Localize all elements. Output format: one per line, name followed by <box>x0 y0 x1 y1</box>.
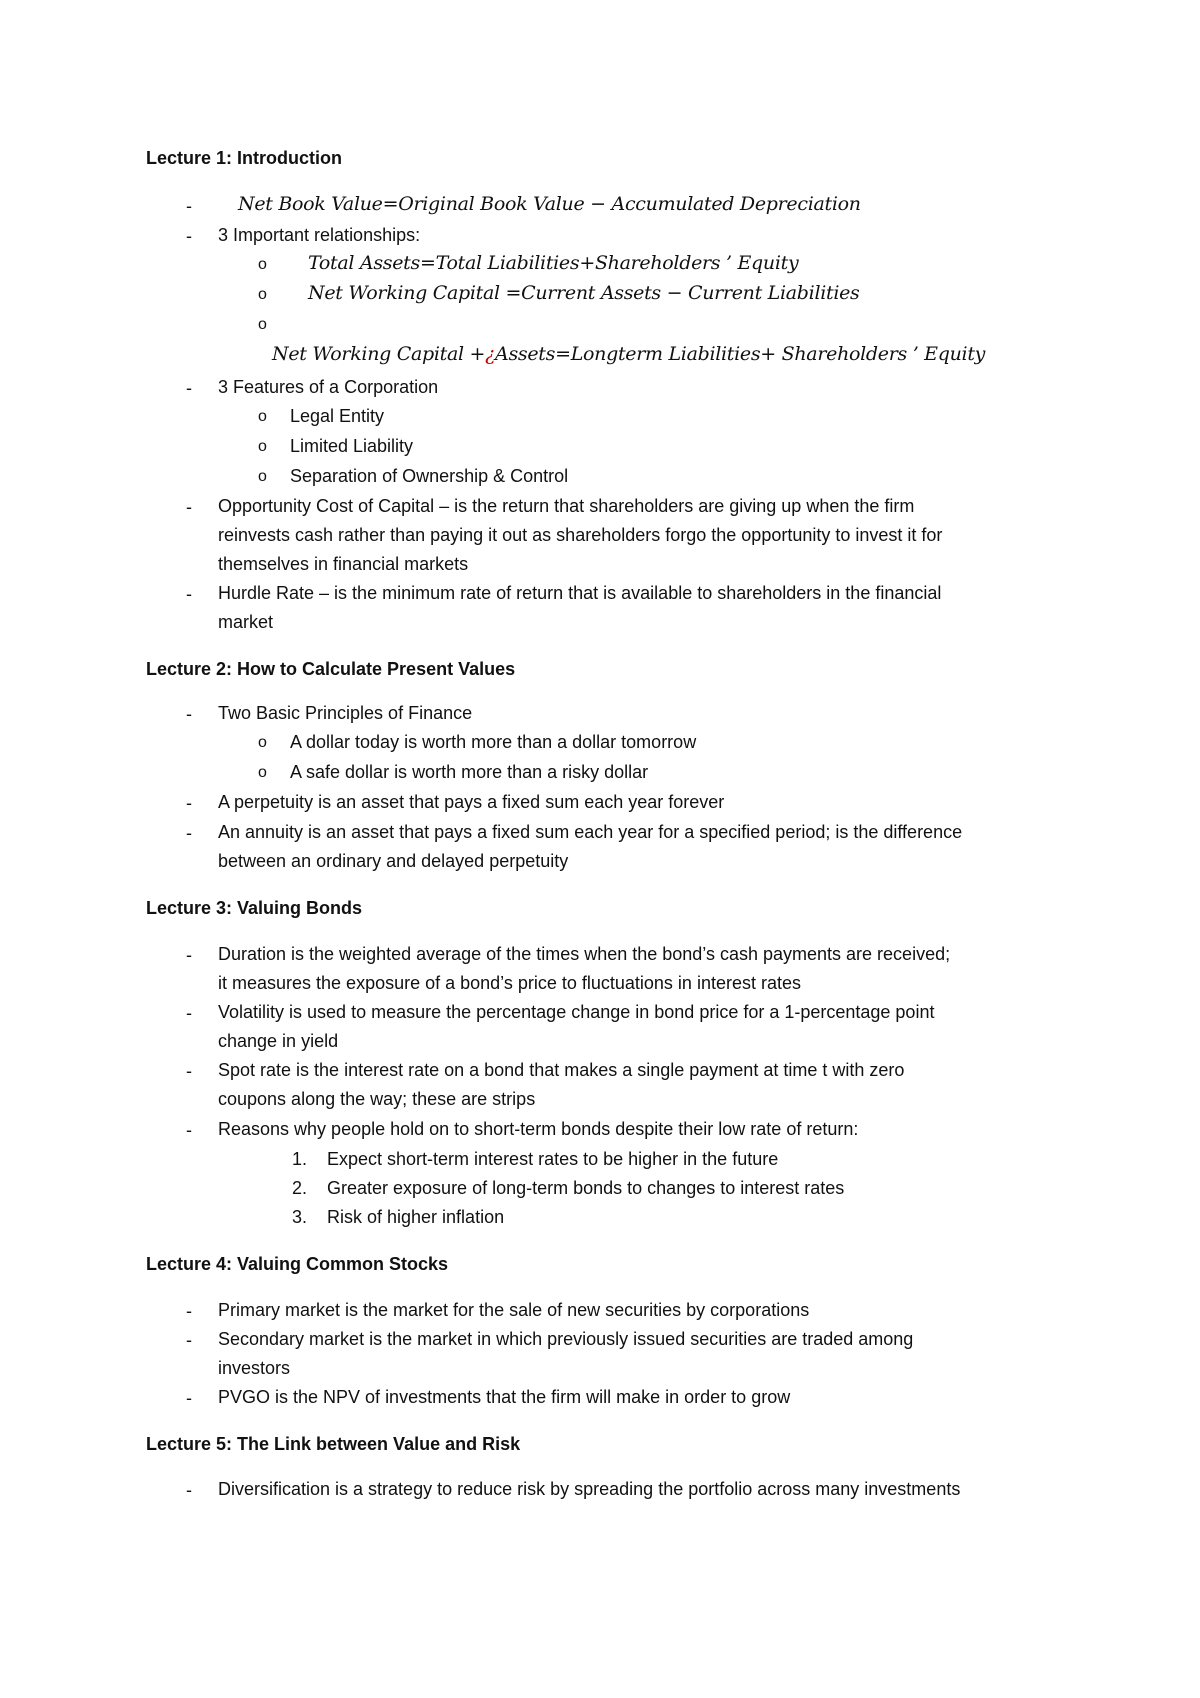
list-item: PVGO is the NPV of investments that the firm will make in order to grow <box>218 1387 791 1407</box>
section-heading: Lecture 3: Valuing Bonds <box>146 898 363 918</box>
list-item: Diversification is a strategy to reduce risk by spreading the portfolio across many investments <box>218 1479 961 1499</box>
dash-bullet: - <box>186 823 192 843</box>
section-heading: Lecture 2: How to Calculate Present Values <box>146 659 516 679</box>
dash-bullet: - <box>186 945 192 965</box>
sub-list-item: A safe dollar is worth more than a risky dollar <box>290 762 649 782</box>
formula-glyph: ¿ <box>485 343 496 365</box>
circle-bullet: o <box>258 734 267 751</box>
numbered-item: Risk of higher inflation <box>327 1207 505 1227</box>
circle-bullet: o <box>258 316 267 333</box>
paragraph-line: Volatility is used to measure the percentage change in bond price for a 1-percentage point <box>218 1002 935 1022</box>
numbered-item: Expect short-term interest rates to be higher in the future <box>327 1149 779 1169</box>
formula-part: Net Working Capital + <box>272 343 486 365</box>
circle-bullet: o <box>258 468 267 485</box>
formula-net-book-value: Net Book Value=Original Book Value − Accumulated Depreciation <box>238 193 861 215</box>
circle-bullet: o <box>258 408 267 425</box>
paragraph-line: market <box>218 612 274 632</box>
dash-bullet: - <box>186 584 192 604</box>
paragraph-line: An annuity is an asset that pays a fixed sum each year for a specified period; is the difference <box>218 822 963 842</box>
circle-bullet: o <box>258 764 267 781</box>
circle-bullet: o <box>258 286 267 303</box>
circle-bullet: o <box>258 256 267 273</box>
dash-bullet: - <box>186 1480 192 1500</box>
formula-long-term <box>272 343 985 365</box>
number-marker: 3. <box>292 1207 308 1227</box>
dash-bullet: - <box>186 1120 192 1140</box>
list-item: Reasons why people hold on to short-term bonds despite their low rate of return: <box>218 1119 859 1139</box>
number-marker: 2. <box>292 1178 308 1198</box>
dash-bullet: - <box>186 1330 192 1350</box>
list-item: Two Basic Principles of Finance <box>218 703 473 723</box>
dash-bullet: - <box>186 378 192 398</box>
dash-bullet: - <box>186 1301 192 1321</box>
paragraph-line: Duration is the weighted average of the times when the bond’s cash payments are received; <box>218 944 951 964</box>
list-item: Primary market is the market for the sale of new securities by corporations <box>218 1300 810 1320</box>
paragraph-line: Opportunity Cost of Capital – is the return that shareholders are giving up when the firm <box>218 496 915 516</box>
dash-bullet: - <box>186 226 192 246</box>
paragraph-line: it measures the exposure of a bond’s price to fluctuations in interest rates <box>218 973 801 993</box>
section-heading: Lecture 5: The Link between Value and Risk <box>146 1434 521 1454</box>
paragraph-line: reinvests cash rather than paying it out as shareholders forgo the opportunity to invest it for <box>218 525 943 545</box>
sub-list-item: Separation of Ownership & Control <box>290 466 569 486</box>
dash-bullet: - <box>186 497 192 517</box>
sub-list-item: Legal Entity <box>290 406 385 426</box>
formula-part: Assets=Longterm Liabilities+ Shareholders ’ Equity <box>495 343 986 365</box>
paragraph-line: investors <box>218 1358 291 1378</box>
formula-net-working-capital: Net Working Capital =Current Assets − Current Liabilities <box>308 282 860 304</box>
dash-bullet: - <box>186 793 192 813</box>
paragraph-line: Spot rate is the interest rate on a bond that makes a single payment at time t with zero <box>218 1060 905 1080</box>
formula-accounting-equation: Total Assets=Total Liabilities+Shareholders ’ Equity <box>308 252 799 274</box>
section-heading: Lecture 1: Introduction <box>146 148 343 168</box>
sub-list-item: A dollar today is worth more than a dollar tomorrow <box>290 732 697 752</box>
list-item: 3 Features of a Corporation <box>218 377 439 397</box>
dash-bullet: - <box>186 1388 192 1408</box>
paragraph-line: Secondary market is the market in which previously issued securities are traded among <box>218 1329 914 1349</box>
list-item: A perpetuity is an asset that pays a fixed sum each year forever <box>218 792 725 812</box>
number-marker: 1. <box>292 1149 308 1169</box>
circle-bullet: o <box>258 438 267 455</box>
dash-bullet: - <box>186 1003 192 1023</box>
numbered-item: Greater exposure of long-term bonds to changes to interest rates <box>327 1178 845 1198</box>
paragraph-line: themselves in financial markets <box>218 554 469 574</box>
section-heading: Lecture 4: Valuing Common Stocks <box>146 1254 449 1274</box>
dash-bullet: - <box>186 196 192 216</box>
paragraph-line: between an ordinary and delayed perpetuity <box>218 851 569 871</box>
paragraph-line: change in yield <box>218 1031 339 1051</box>
paragraph-line: coupons along the way; these are strips <box>218 1089 536 1109</box>
dash-bullet: - <box>186 704 192 724</box>
paragraph-line: Hurdle Rate – is the minimum rate of return that is available to shareholders in the financial <box>218 583 942 603</box>
dash-bullet: - <box>186 1061 192 1081</box>
sub-list-item: Limited Liability <box>290 436 414 456</box>
list-item: 3 Important relationships: <box>218 225 421 245</box>
